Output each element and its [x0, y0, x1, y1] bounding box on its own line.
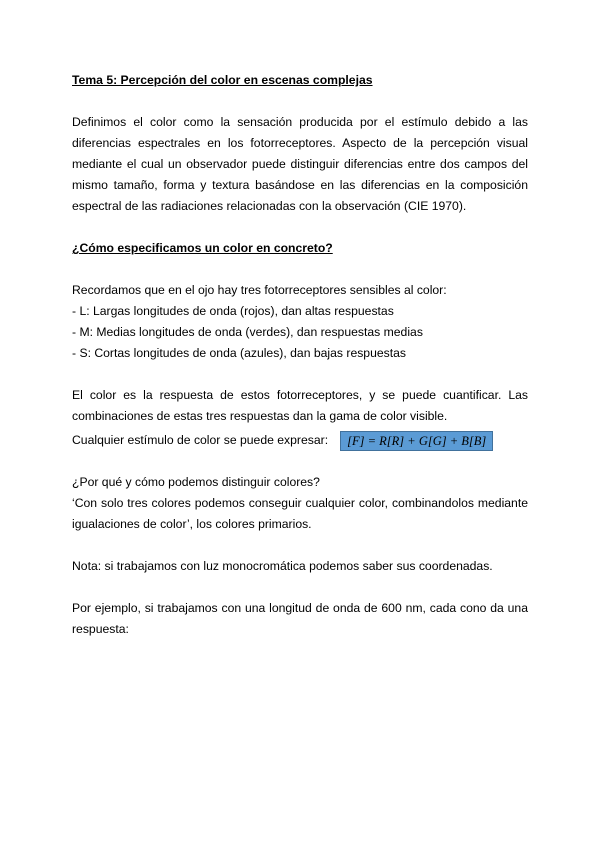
- response-paragraph: El color es la respuesta de estos fotorreceptores, y se puede cuantificar. Las combinaciones de estas tres respuestas dan la gama de color visible.: [72, 388, 528, 423]
- section-heading: ¿Cómo especificamos un color en concreto?: [72, 241, 333, 255]
- formula-row: [72, 430, 528, 451]
- question-paragraph: ¿Por qué y cómo podemos distinguir colores?: [72, 475, 320, 489]
- note-paragraph: Nota: si trabajamos con luz monocromática podemos saber sus coordenadas.: [72, 559, 493, 573]
- document-page: [72, 70, 528, 640]
- quote-paragraph: ‘Con solo tres colores podemos conseguir cualquier color, combinandolos mediante igualaciones de color’, los colores primarios.: [72, 496, 528, 531]
- receptor-item-s: - S: Cortas longitudes de onda (azules), dan bajas respuestas: [72, 346, 406, 360]
- receptor-item-m: - M: Medias longitudes de onda (verdes), dan respuestas medias: [72, 325, 423, 339]
- color-formula: [F] = R[R] + G[G] + B[B]: [340, 431, 493, 451]
- express-label: Cualquier estímulo de color se puede expresar:: [72, 433, 329, 447]
- intro-paragraph: Definimos el color como la sensación producida por el estímulo debido a las diferencias espectrales en los fotorreceptores. Aspecto de la percepción visual mediante el cual un observador puede distinguir diferencias entre dos campos del mismo tamaño, forma y textura basándose en las diferencias en la composición espectral de las radiaciones relacionadas con la observación (CIE 1970).: [72, 115, 528, 213]
- receptor-item-l: - L: Largas longitudes de onda (rojos), dan altas respuestas: [72, 304, 394, 318]
- example-paragraph: Por ejemplo, si trabajamos con una longitud de onda de 600 nm, cada cono da una respuesta:: [72, 601, 528, 636]
- page-title: Tema 5: Percepción del color en escenas complejas: [72, 73, 373, 87]
- recall-paragraph: Recordamos que en el ojo hay tres fotorreceptores sensibles al color:: [72, 283, 447, 297]
